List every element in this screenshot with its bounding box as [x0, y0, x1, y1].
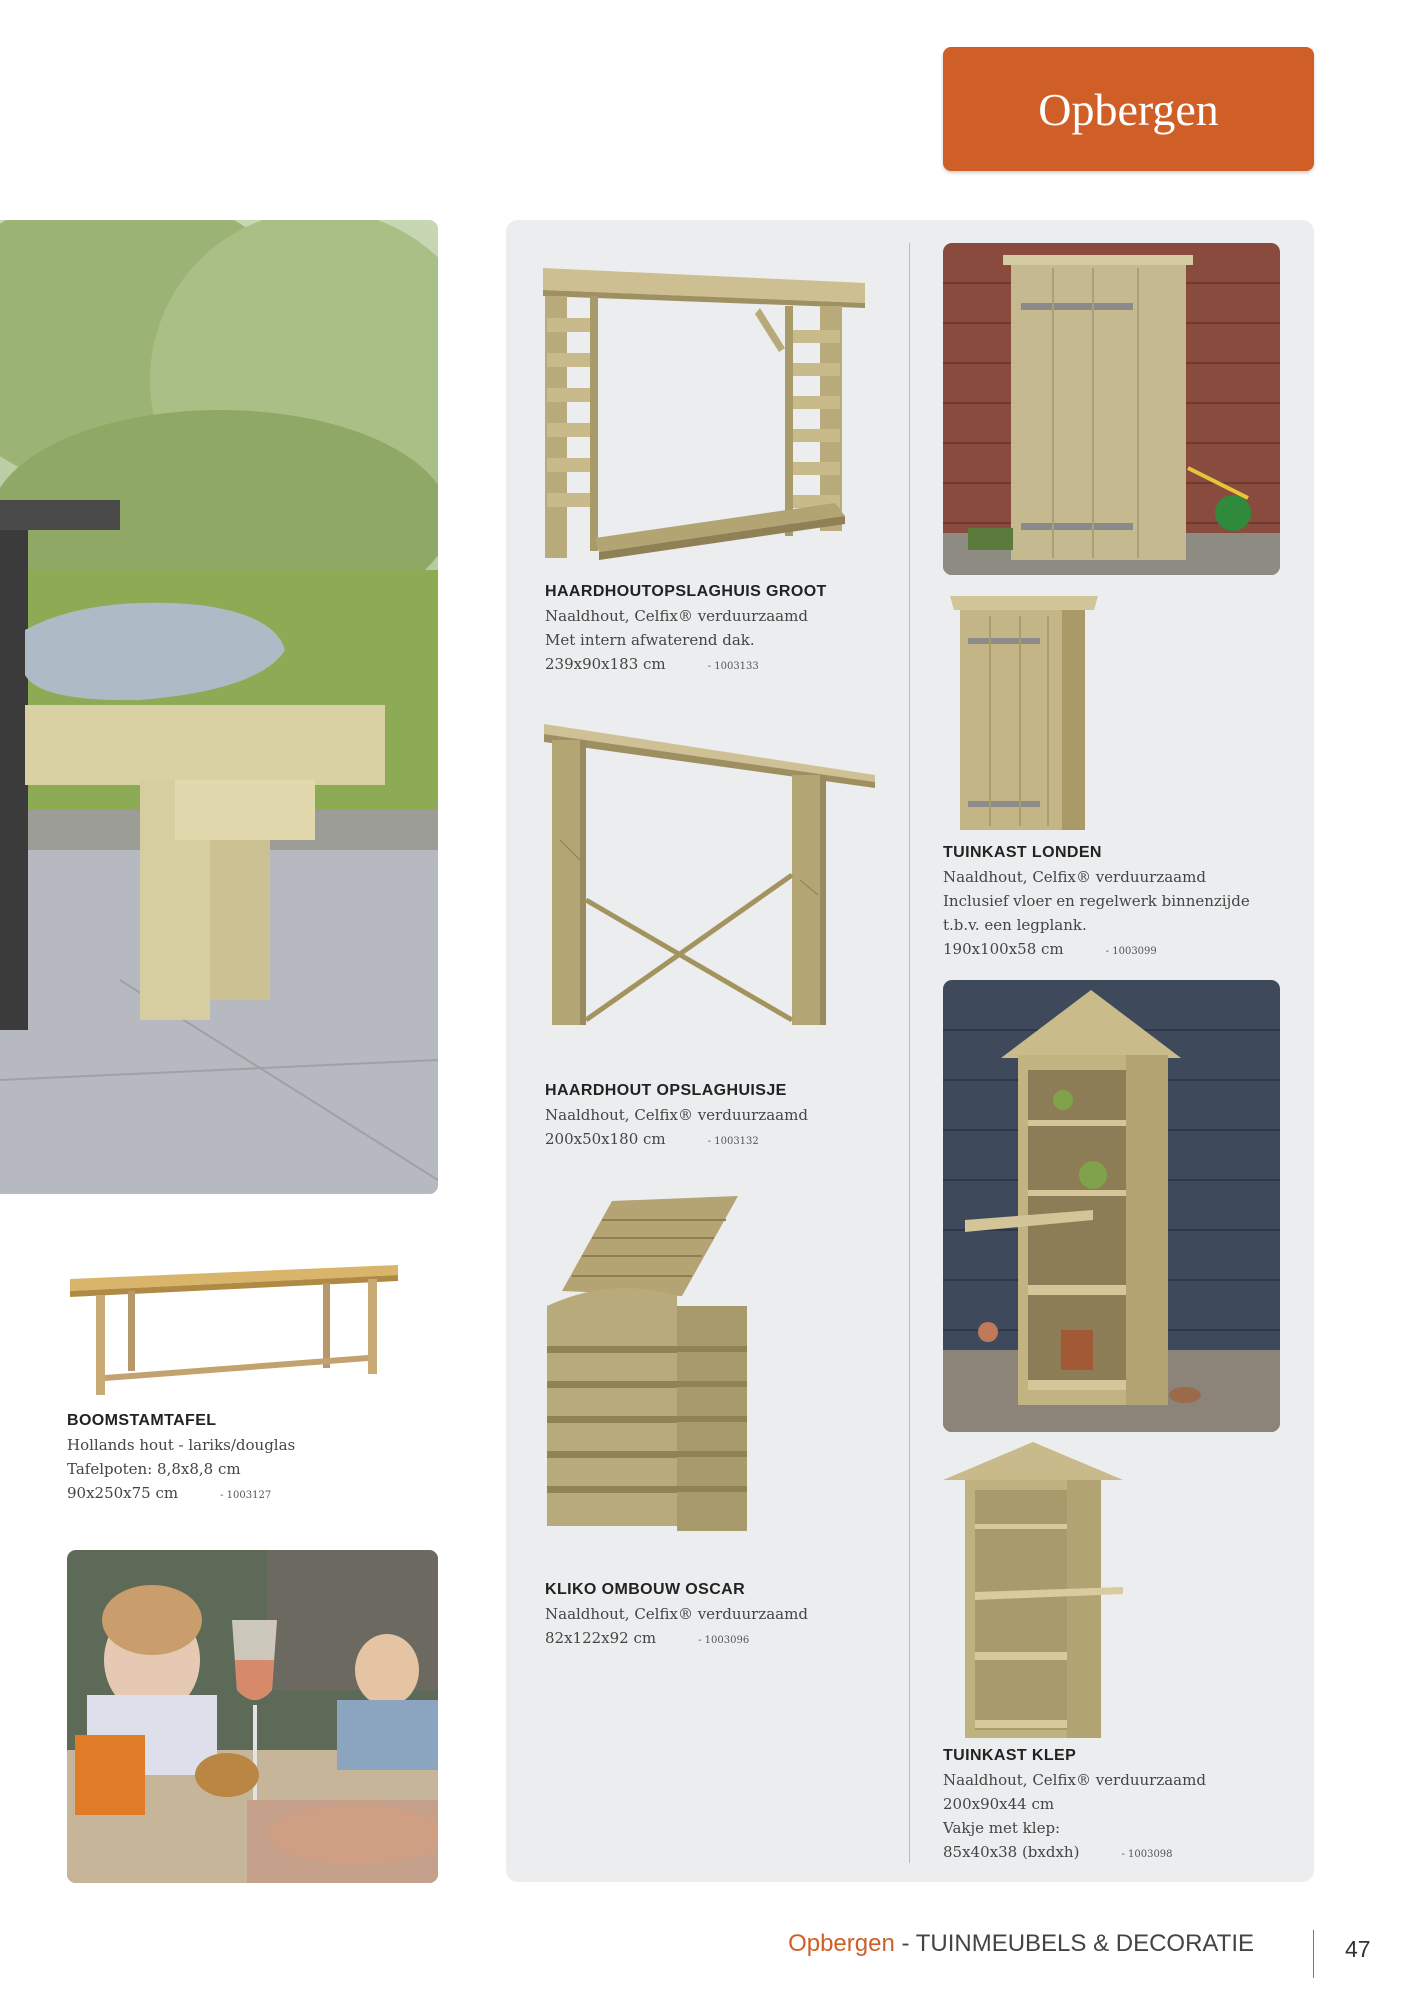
footer-category: Opbergen [788, 1930, 895, 1957]
tuinkast-londen-photo [943, 243, 1280, 575]
product-line: Naaldhout, Celfix® verduurzaamd [943, 1771, 1206, 1789]
product-line: 200x90x44 cm [943, 1795, 1055, 1813]
footer-divider [1313, 1930, 1314, 1978]
family-dining-photo [67, 1550, 438, 1883]
haardhoutopslaghuis-groot-image [535, 248, 875, 572]
product-name: HAARDHOUT OPSLAGHUISJE [545, 1082, 787, 1099]
column-divider [909, 243, 910, 1863]
product-line: Naaldhout, Celfix® verduurzaamd [545, 607, 808, 625]
product-name: TUINKAST LONDEN [943, 844, 1102, 861]
product-size-line [545, 652, 895, 679]
section-title-badge [943, 47, 1314, 171]
product-line: Inclusief vloer en regelwerk binnenzijde [943, 892, 1250, 910]
product-size: 90x250x75 cm [67, 1484, 179, 1502]
product-size-line [943, 937, 1303, 964]
product-size-line [943, 1840, 1303, 1867]
product-line: Vakje met klep: [943, 1819, 1061, 1837]
product-code: - 1003127 [220, 1490, 272, 1501]
product-size-line [67, 1481, 417, 1508]
kliko-ombouw-oscar-image [542, 1196, 762, 1550]
tuinkast-klep-photo [943, 980, 1280, 1432]
product-size: 190x100x58 cm [943, 940, 1064, 958]
product-line: t.b.v. een legplank. [943, 916, 1087, 934]
bench-lifestyle-photo [0, 220, 438, 1194]
boomstamtafel-image [68, 1255, 400, 1409]
product-code: - 1003133 [707, 661, 759, 672]
footer-separator: - [894, 1930, 916, 1957]
section-title: Opbergen [1038, 83, 1219, 135]
product-name: BOOMSTAMTAFEL [67, 1412, 217, 1429]
product-line: Naaldhout, Celfix® verduurzaamd [943, 868, 1206, 886]
product-line: Tafelpoten: 8,8x8,8 cm [67, 1460, 241, 1478]
page-footer [788, 1930, 1254, 1958]
product-size-line [545, 1127, 895, 1154]
product-kliko-ombouw-oscar [545, 1581, 895, 1653]
product-haardhout-opslaghuisje [545, 1082, 895, 1154]
product-line: Met intern afwaterend dak. [545, 631, 755, 649]
product-size: 200x50x180 cm [545, 1130, 666, 1148]
product-tuinkast-londen [943, 844, 1303, 964]
page-number: 47 [1345, 1936, 1371, 1962]
product-code: - 1003099 [1105, 946, 1157, 957]
product-code: - 1003096 [698, 1635, 750, 1646]
product-line: Naaldhout, Celfix® verduurzaamd [545, 1106, 808, 1124]
product-size: 82x122x92 cm [545, 1629, 657, 1647]
product-name: HAARDHOUTOPSLAGHUIS GROOT [545, 583, 827, 600]
product-tuinkast-klep [943, 1747, 1303, 1867]
product-name: KLIKO OMBOUW OSCAR [545, 1581, 746, 1598]
tuinkast-londen-image [950, 596, 1098, 840]
product-size: 239x90x183 cm [545, 655, 666, 673]
product-line: Hollands hout - lariks/douglas [67, 1436, 296, 1454]
product-name: TUINKAST KLEP [943, 1747, 1077, 1764]
product-size: 85x40x38 (bxdxh) [943, 1843, 1080, 1861]
footer-section: TUINMEUBELS & DECORATIE [915, 1930, 1254, 1957]
product-haardhoutopslaghuis-groot [545, 583, 895, 679]
product-line: Naaldhout, Celfix® verduurzaamd [545, 1605, 808, 1623]
haardhout-opslaghuisje-image [540, 720, 880, 1044]
product-code: - 1003098 [1121, 1849, 1173, 1860]
product-boomstamtafel [67, 1412, 417, 1508]
product-code: - 1003132 [707, 1136, 759, 1147]
product-size-line [545, 1626, 895, 1653]
tuinkast-klep-image [943, 1442, 1125, 1746]
